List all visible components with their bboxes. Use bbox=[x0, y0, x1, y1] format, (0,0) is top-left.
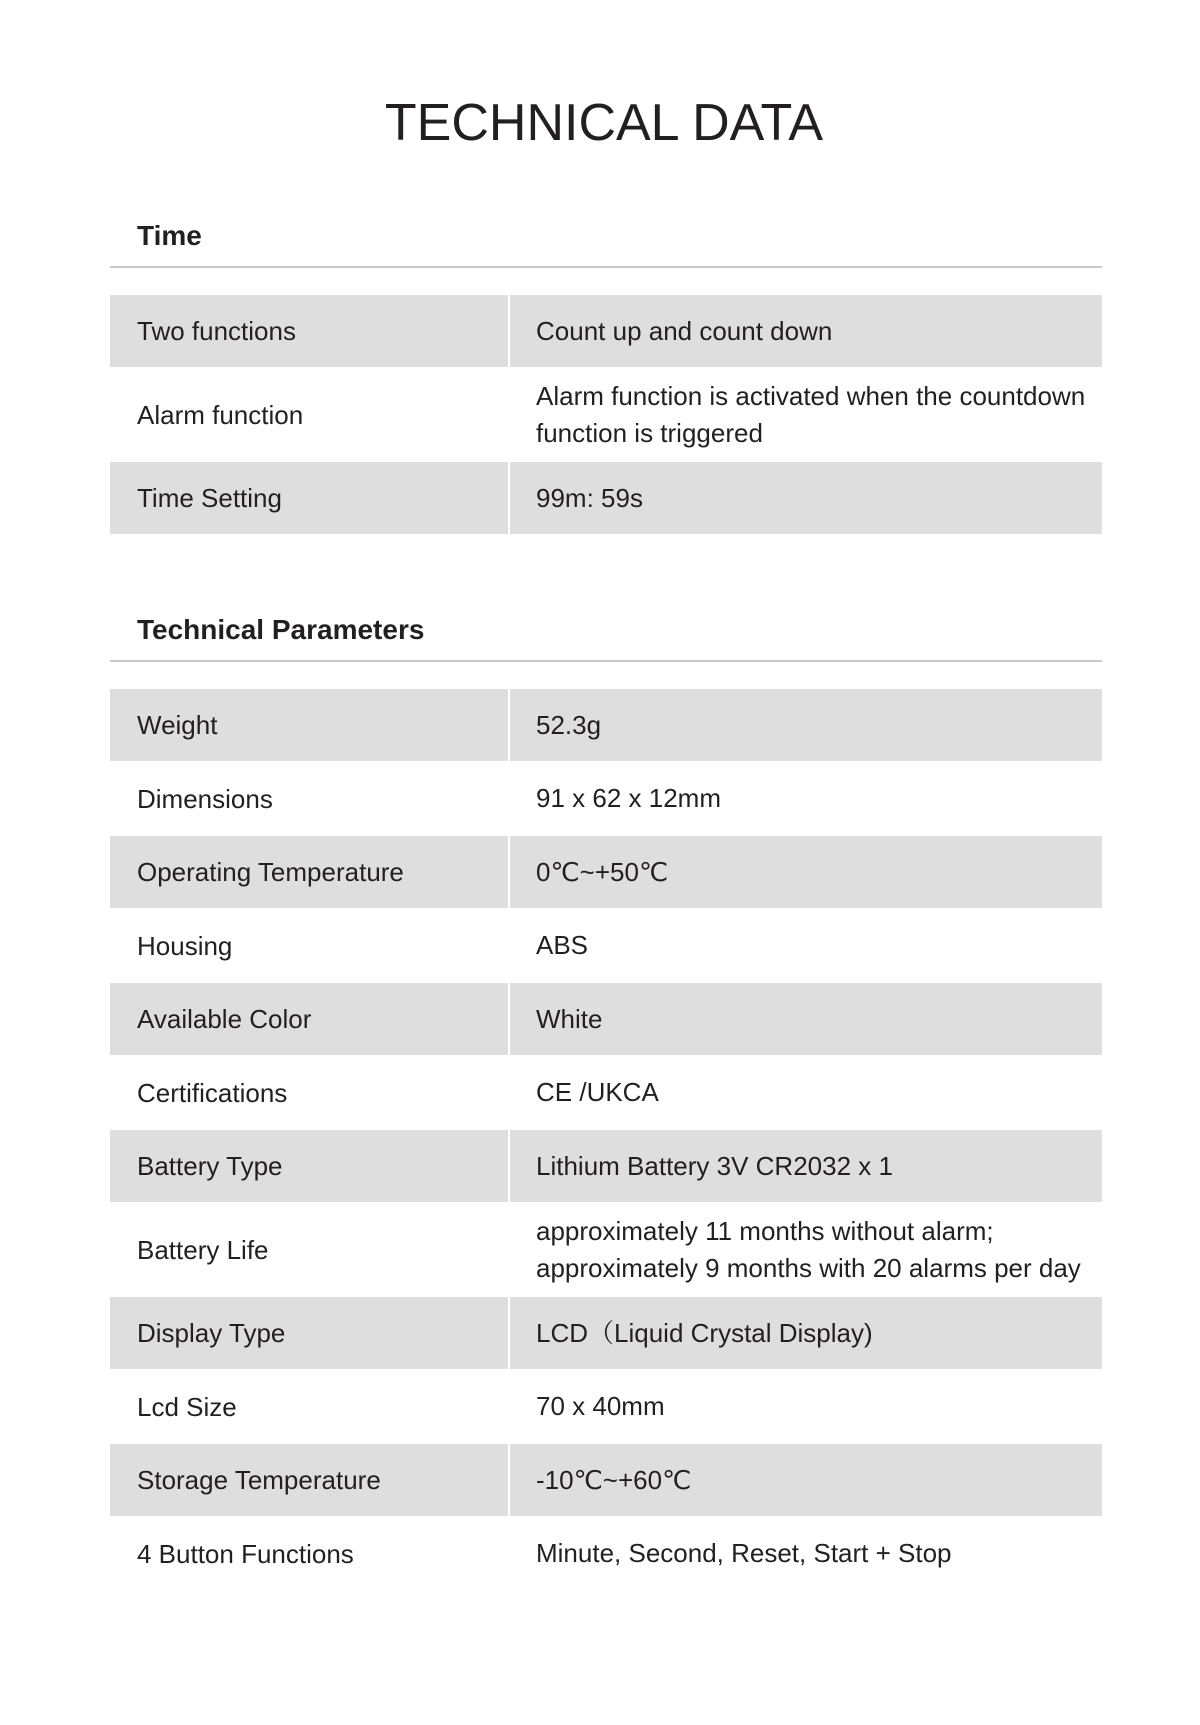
spec-label: Operating Temperature bbox=[110, 836, 508, 908]
spec-label: 4 Button Functions bbox=[137, 1538, 354, 1569]
technical-parameters-section bbox=[110, 612, 1102, 1591]
table-row bbox=[110, 761, 1102, 836]
spec-value: 0℃~+50℃ bbox=[510, 836, 1102, 908]
spec-label: Weight bbox=[110, 689, 508, 761]
spec-value: ABS bbox=[536, 930, 589, 960]
spec-label: Storage Temperature bbox=[110, 1444, 508, 1516]
spec-value: 52.3g bbox=[510, 689, 1102, 761]
spec-value: Count up and count down bbox=[510, 295, 1102, 367]
spec-label: Display Type bbox=[110, 1297, 508, 1369]
table-row bbox=[110, 1444, 1102, 1516]
technical-parameters-table bbox=[110, 689, 1102, 1591]
table-row bbox=[110, 1130, 1102, 1202]
spec-label: Battery Life bbox=[137, 1234, 269, 1265]
spec-label: Housing bbox=[137, 930, 233, 961]
spec-label: Time Setting bbox=[110, 462, 508, 534]
table-row bbox=[110, 1369, 1102, 1444]
spec-value: Minute, Second, Reset, Start + Stop bbox=[536, 1538, 952, 1568]
spec-label: Dimensions bbox=[137, 783, 273, 814]
spec-value: approximately 11 months without alarm; approximately 9 months with 20 alarms per day bbox=[536, 1215, 1081, 1283]
spec-value: White bbox=[510, 983, 1102, 1055]
spec-label: Lcd Size bbox=[137, 1391, 237, 1422]
spec-value: LCD（Liquid Crystal Display) bbox=[510, 1297, 1102, 1369]
table-row bbox=[110, 908, 1102, 983]
table-row bbox=[110, 836, 1102, 908]
section-heading-technical-parameters: Technical Parameters bbox=[110, 612, 1102, 662]
spec-value: -10℃~+60℃ bbox=[510, 1444, 1102, 1516]
spec-value: 91 x 62 x 12mm bbox=[536, 783, 721, 813]
spec-label: Alarm function bbox=[137, 399, 304, 430]
table-row bbox=[110, 1202, 1102, 1297]
page-title: TECHNICAL DATA bbox=[384, 94, 824, 152]
time-table bbox=[110, 295, 1102, 534]
spec-value: Alarm function is activated when the countdown function is triggered bbox=[536, 380, 1086, 448]
table-row bbox=[110, 462, 1102, 534]
spec-label: Available Color bbox=[110, 983, 508, 1055]
spec-label: Two functions bbox=[110, 295, 508, 367]
table-row bbox=[110, 1516, 1102, 1591]
section-heading-time: Time bbox=[110, 218, 1102, 268]
spec-label: Battery Type bbox=[110, 1130, 508, 1202]
table-row bbox=[110, 983, 1102, 1055]
table-row bbox=[110, 367, 1102, 462]
time-section bbox=[110, 218, 1102, 534]
spec-value: 70 x 40mm bbox=[536, 1391, 665, 1421]
table-row bbox=[110, 1055, 1102, 1130]
table-row bbox=[110, 689, 1102, 761]
spec-label: Certifications bbox=[137, 1077, 288, 1108]
spec-value: CE /UKCA bbox=[536, 1077, 659, 1107]
spec-value: 99m: 59s bbox=[510, 462, 1102, 534]
table-row bbox=[110, 1297, 1102, 1369]
table-row bbox=[110, 295, 1102, 367]
spec-value: Lithium Battery 3V CR2032 x 1 bbox=[510, 1130, 1102, 1202]
